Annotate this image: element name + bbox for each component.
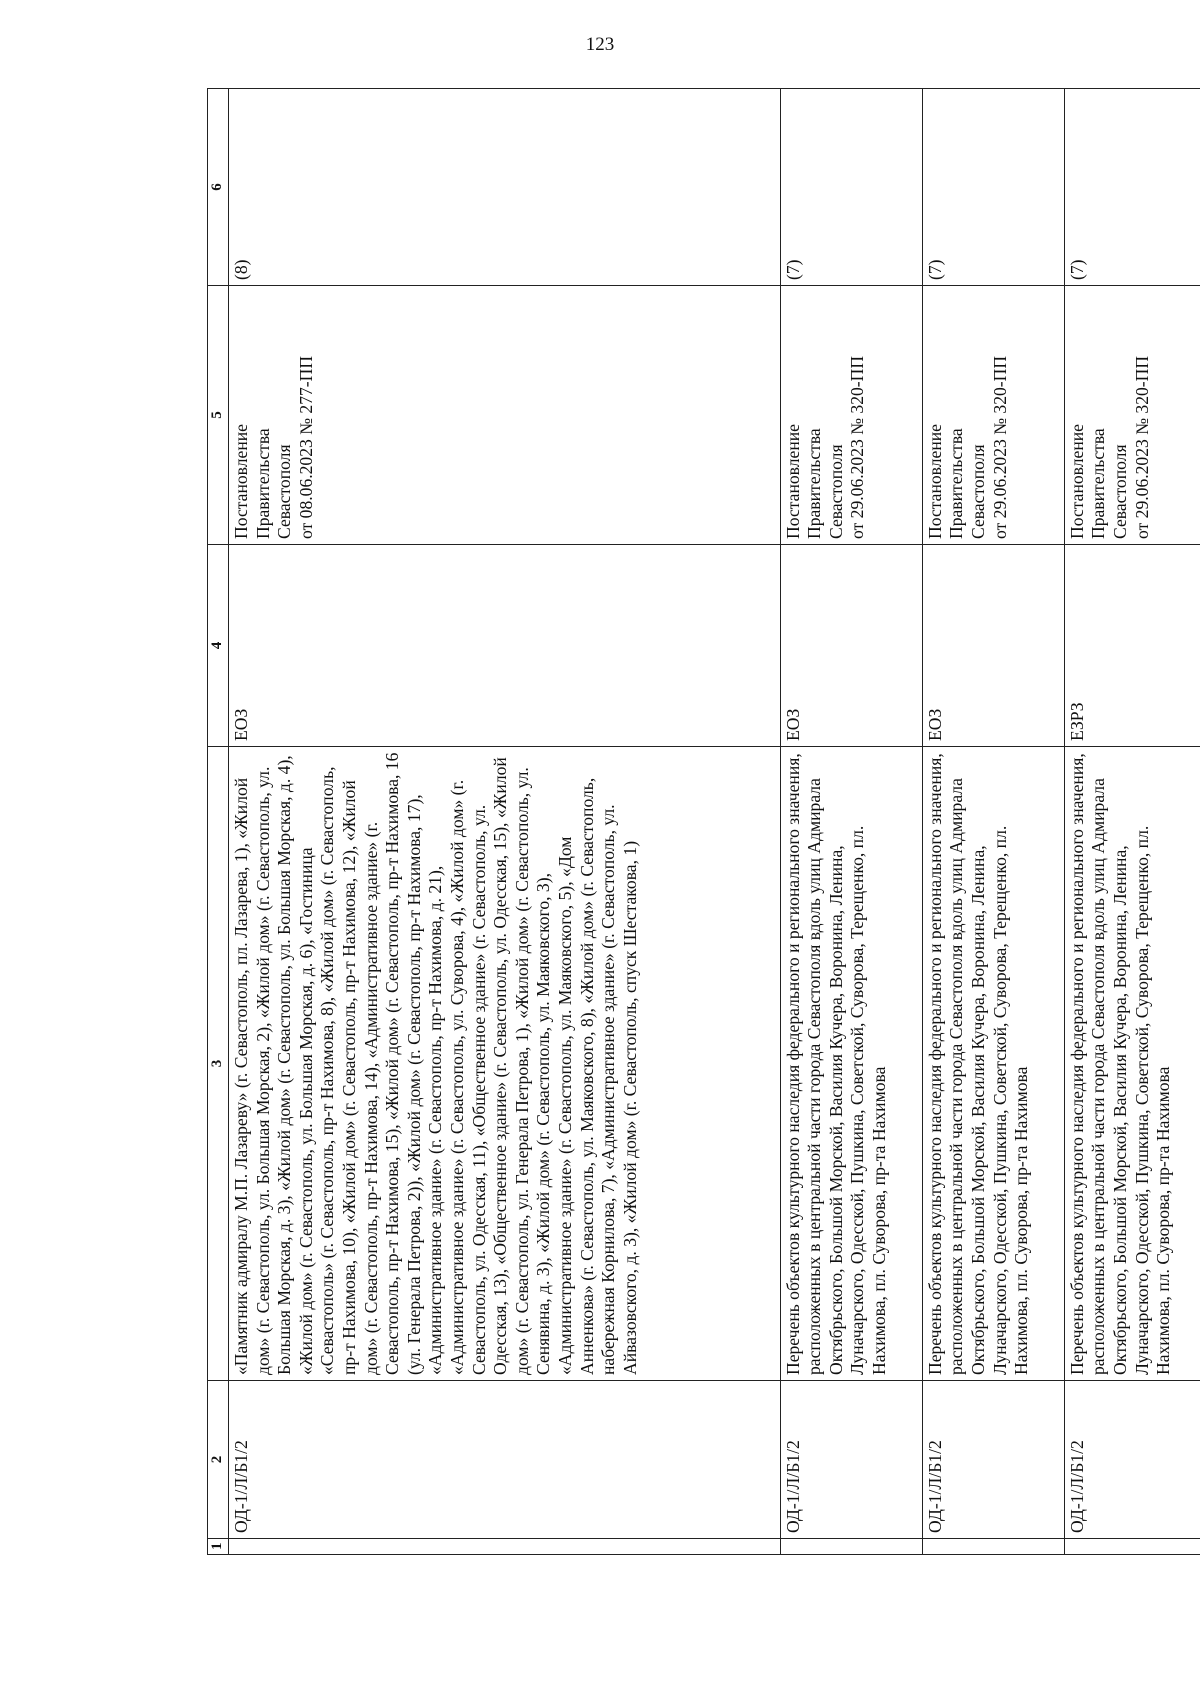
header-cell-1: 1: [208, 1539, 229, 1555]
zone-code-cell: ОД-1/Л/Б1/2: [229, 1381, 781, 1539]
table-row: [229, 89, 781, 1555]
header-cell-2: 2: [208, 1381, 229, 1539]
zone-code-cell: ОД-1/Л/Б1/2: [780, 1381, 922, 1539]
description-cell: Перечень объектов культурного наследия федерального и регионального значения, расположенных в центральной части города Севастополя вдоль улиц Адмирала Октябрьского, Большой Морской, Василия Кучера, Воронина, Ленина, Луначарского, Одесской, Пушкина, Советской, Суворова, Терещенко, пл. Нахимова, пл. Суворова, пр-та Нахимова: [780, 747, 922, 1381]
rotated-table-container: [207, 89, 1200, 1555]
note-cell: (7): [780, 89, 922, 286]
document-cell: Постановление Правительства Севастополя от 29.06.2023 № 320-ПП: [1064, 286, 1200, 545]
zones-table: [207, 88, 1200, 1555]
zone-code-cell: ОД-1/Л/Б1/2: [1064, 1381, 1200, 1539]
zone-type-cell: ЕОЗ: [229, 545, 781, 747]
row-number-cell: [780, 1539, 922, 1555]
document-cell: Постановление Правительства Севастополя от 08.06.2023 № 277-ПП: [229, 286, 781, 545]
row-number-cell: [1064, 1539, 1200, 1555]
table-row: [1064, 89, 1200, 1555]
zone-type-cell: ЕОЗ: [922, 545, 1064, 747]
header-cell-6: 6: [208, 89, 229, 286]
header-cell-4: 4: [208, 545, 229, 747]
document-cell: Постановление Правительства Севастополя от 29.06.2023 № 320-ПП: [922, 286, 1064, 545]
zone-code-cell: ОД-1/Л/Б1/2: [922, 1381, 1064, 1539]
note-cell: (8): [229, 89, 781, 286]
description-cell: «Памятник адмиралу М.П. Лазареву» (г. Севастополь, пл. Лазарева, 1), «Жилой дом» (г. Севастополь, ул. Большая Морская, 2), «Жилой дом» (г. Севастополь, ул. Большая Морская, д. 3), «Жилой дом» (г. Севастополь, ул. Большая Морская, д. 4), «Жилой дом» (г. Севастополь, ул. Большая Морская, д. 6), «Гостиница «Севастополь» (г. Севастополь, пр-т Нахимова, 8), «Жилой дом» (г. Севастополь, пр-т Нахимова, 10), «Жилой дом» (г. Севастополь, пр-т Нахимова, 12), «Жилой дом» (г. Севастополь, пр-т Нахимова, 14), «Административное здание» (г. Севастополь, пр-т Нахимова, 15), «Жилой дом» (г. Севастополь, пр-т Нахимова, 16 (ул. Генерала Петрова, 2)), «Жилой дом» (г. Севастополь, пр-т Нахимова, 17), «Административное здание» (г. Севастополь, пр-т Нахимова, д. 21), «Административное здание» (г. Севастополь, ул. Суворова, 4), «Жилой дом» (г. Севастополь, ул. Одесская, 11), «Общественное здание» (г. Севастополь, ул. Одесская, 13), «Общественное здание» (г. Севастополь, ул. Одесская, 15), «Жилой дом» (г. Севастополь, ул. Генерала Петрова, 1), «Жилой дом» (г. Севастополь, ул. Сенявина, д. 3), «Жилой дом» (г. Севастополь, ул. Маяковского, 3), «Административное здание» (г. Севастополь, ул. Маяковского, 5), «Дом Анненкова» (г. Севастополь, ул. Маяковского, 8), «Жилой дом» (г. Севастополь, набережная Корнилова, 7), «Административное здание» (г. Севастополь, ул. Айвазовского, д. 3), «Жилой дом» (г. Севастополь, спуск Шестакова, 1): [229, 747, 781, 1381]
table-header-row: [208, 89, 229, 1555]
description-cell: Перечень объектов культурного наследия федерального и регионального значения, расположенных в центральной части города Севастополя вдоль улиц Адмирала Октябрьского, Большой Морской, Василия Кучера, Воронина, Ленина, Луначарского, Одесской, Пушкина, Советской, Суворова, Терещенко, пл. Нахимова, пл. Суворова, пр-та Нахимова: [922, 747, 1064, 1381]
table-row: [922, 89, 1064, 1555]
document-cell: Постановление Правительства Севастополя от 29.06.2023 № 320-ПП: [780, 286, 922, 545]
description-cell: Перечень объектов культурного наследия федерального и регионального значения, расположенных в центральной части города Севастополя вдоль улиц Адмирала Октябрьского, Большой Морской, Василия Кучера, Воронина, Ленина, Луначарского, Одесской, Пушкина, Советской, Суворова, Терещенко, пл. Нахимова, пл. Суворова, пр-та Нахимова: [1064, 747, 1200, 1381]
zone-type-cell: ЕОЗ: [780, 545, 922, 747]
note-cell: (7): [1064, 89, 1200, 286]
header-cell-5: 5: [208, 286, 229, 545]
zone-type-cell: ЕЗРЗ: [1064, 545, 1200, 747]
page-number: 123: [585, 34, 615, 55]
row-number-cell: [922, 1539, 1064, 1555]
row-number-cell: [229, 1539, 781, 1555]
header-cell-3: 3: [208, 747, 229, 1381]
table-row: [780, 89, 922, 1555]
note-cell: (7): [922, 89, 1064, 286]
